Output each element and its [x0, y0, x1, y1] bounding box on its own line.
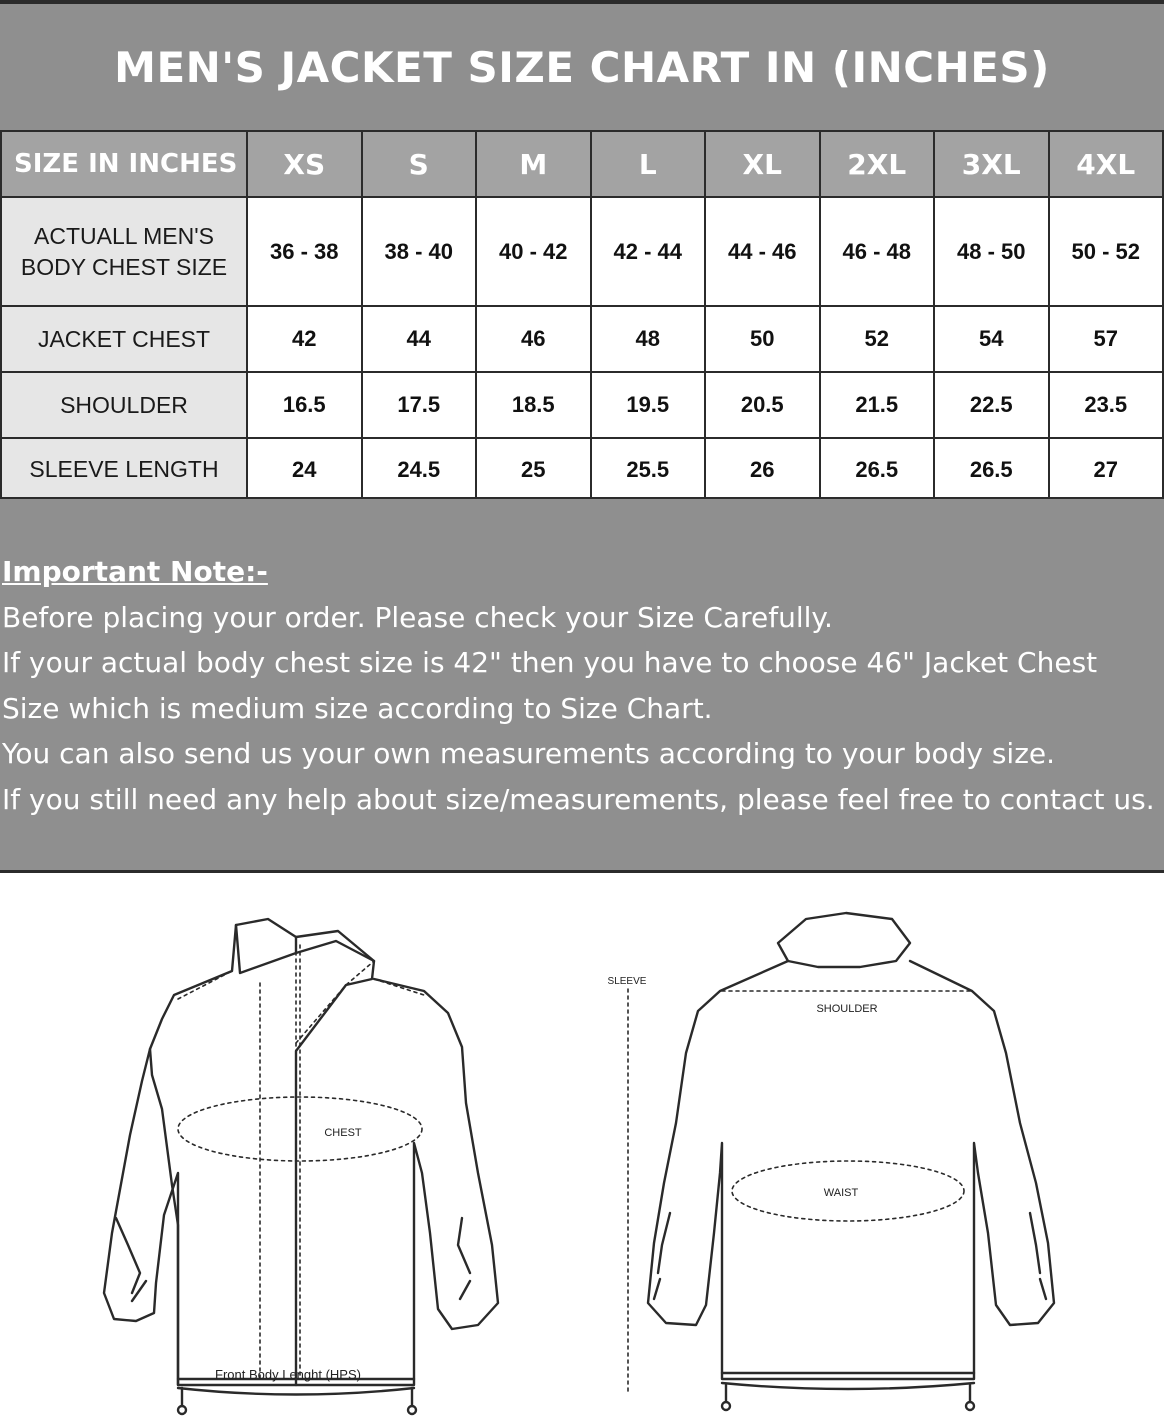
important-note-panel [0, 497, 1164, 873]
jacket-diagrams [0, 873, 1164, 1420]
table-cell: 38 - 40 [362, 197, 477, 306]
size-header: 3XL [934, 131, 1049, 197]
note-line: If you still need any help about size/measurements, please feel free to contact us. [2, 782, 1155, 816]
jacket-diagram-svg [0, 873, 1164, 1420]
row-label-sleeve-length: SLEEVE LENGTH [1, 438, 247, 501]
table-cell: 44 - 46 [705, 197, 820, 306]
table-cell: 44 [362, 306, 477, 372]
table-cell: 21.5 [820, 372, 935, 438]
table-cell: 42 - 44 [591, 197, 706, 306]
chest-label: CHEST [324, 1127, 362, 1139]
size-header: XS [247, 131, 362, 197]
table-cell: 40 - 42 [476, 197, 591, 306]
title-bar [0, 0, 1164, 130]
table-cell: 24.5 [362, 438, 477, 501]
table-cell: 19.5 [591, 372, 706, 438]
table-cell: 27 [1049, 438, 1164, 501]
table-header-row [1, 131, 1163, 197]
table-cell: 54 [934, 306, 1049, 372]
page-title: MEN'S JACKET SIZE CHART IN (INCHES) [114, 42, 1050, 92]
table-cell: 26 [705, 438, 820, 501]
table-cell: 18.5 [476, 372, 591, 438]
table-cell: 46 - 48 [820, 197, 935, 306]
row-label-body-chest [1, 197, 247, 306]
size-chart-table [0, 130, 1164, 502]
table-row [1, 306, 1163, 372]
size-header: M [476, 131, 591, 197]
table-cell: 16.5 [247, 372, 362, 438]
row-label-jacket-chest: JACKET CHEST [1, 306, 247, 372]
table-cell: 48 - 50 [934, 197, 1049, 306]
note-line: Size which is medium size according to Size Chart. [2, 691, 713, 725]
note-line: Before placing your order. Please check your Size Carefully. [2, 600, 833, 634]
size-header: 2XL [820, 131, 935, 197]
table-cell: 52 [820, 306, 935, 372]
table-row [1, 372, 1163, 438]
table-cell: 25.5 [591, 438, 706, 501]
back-jacket-drawing [648, 913, 1054, 1410]
table-cell: 46 [476, 306, 591, 372]
row-label-shoulder: SHOULDER [1, 372, 247, 438]
shoulder-label: SHOULDER [816, 1003, 878, 1015]
table-cell: 26.5 [934, 438, 1049, 501]
front-jacket-drawing [104, 919, 498, 1414]
row-label-line: BODY CHEST SIZE [20, 253, 228, 280]
back-measure-lines [628, 989, 972, 1393]
size-header: XL [705, 131, 820, 197]
size-header: 4XL [1049, 131, 1164, 197]
table-row [1, 438, 1163, 501]
table-cell: 26.5 [820, 438, 935, 501]
note-heading: Important Note:- [2, 555, 268, 588]
table-cell: 57 [1049, 306, 1164, 372]
table-cell: 17.5 [362, 372, 477, 438]
table-cell: 22.5 [934, 372, 1049, 438]
table-cell: 50 [705, 306, 820, 372]
waist-label: WAIST [823, 1187, 859, 1199]
table-cell: 36 - 38 [247, 197, 362, 306]
table-cell: 20.5 [705, 372, 820, 438]
header-size-label: SIZE IN INCHES [1, 131, 247, 197]
row-label-line: ACTUALL MEN'S [34, 222, 214, 249]
note-line: You can also send us your own measurements according to your body size. [2, 737, 1056, 770]
front-measure-lines [178, 945, 424, 1379]
front-length-label: Front Body Lenght (HPS) [215, 1367, 361, 1382]
table-cell: 42 [247, 306, 362, 372]
sleeve-label: SLEEVE [607, 976, 647, 987]
size-header: S [362, 131, 477, 197]
table-cell: 23.5 [1049, 372, 1164, 438]
size-header: L [591, 131, 706, 197]
note-line: If your actual body chest size is 42" then you have to choose 46" Jacket Chest [2, 646, 1098, 679]
table-row [1, 197, 1163, 306]
table-cell: 50 - 52 [1049, 197, 1164, 306]
table-cell: 25 [476, 438, 591, 501]
table-cell: 48 [591, 306, 706, 372]
table-cell: 24 [247, 438, 362, 501]
